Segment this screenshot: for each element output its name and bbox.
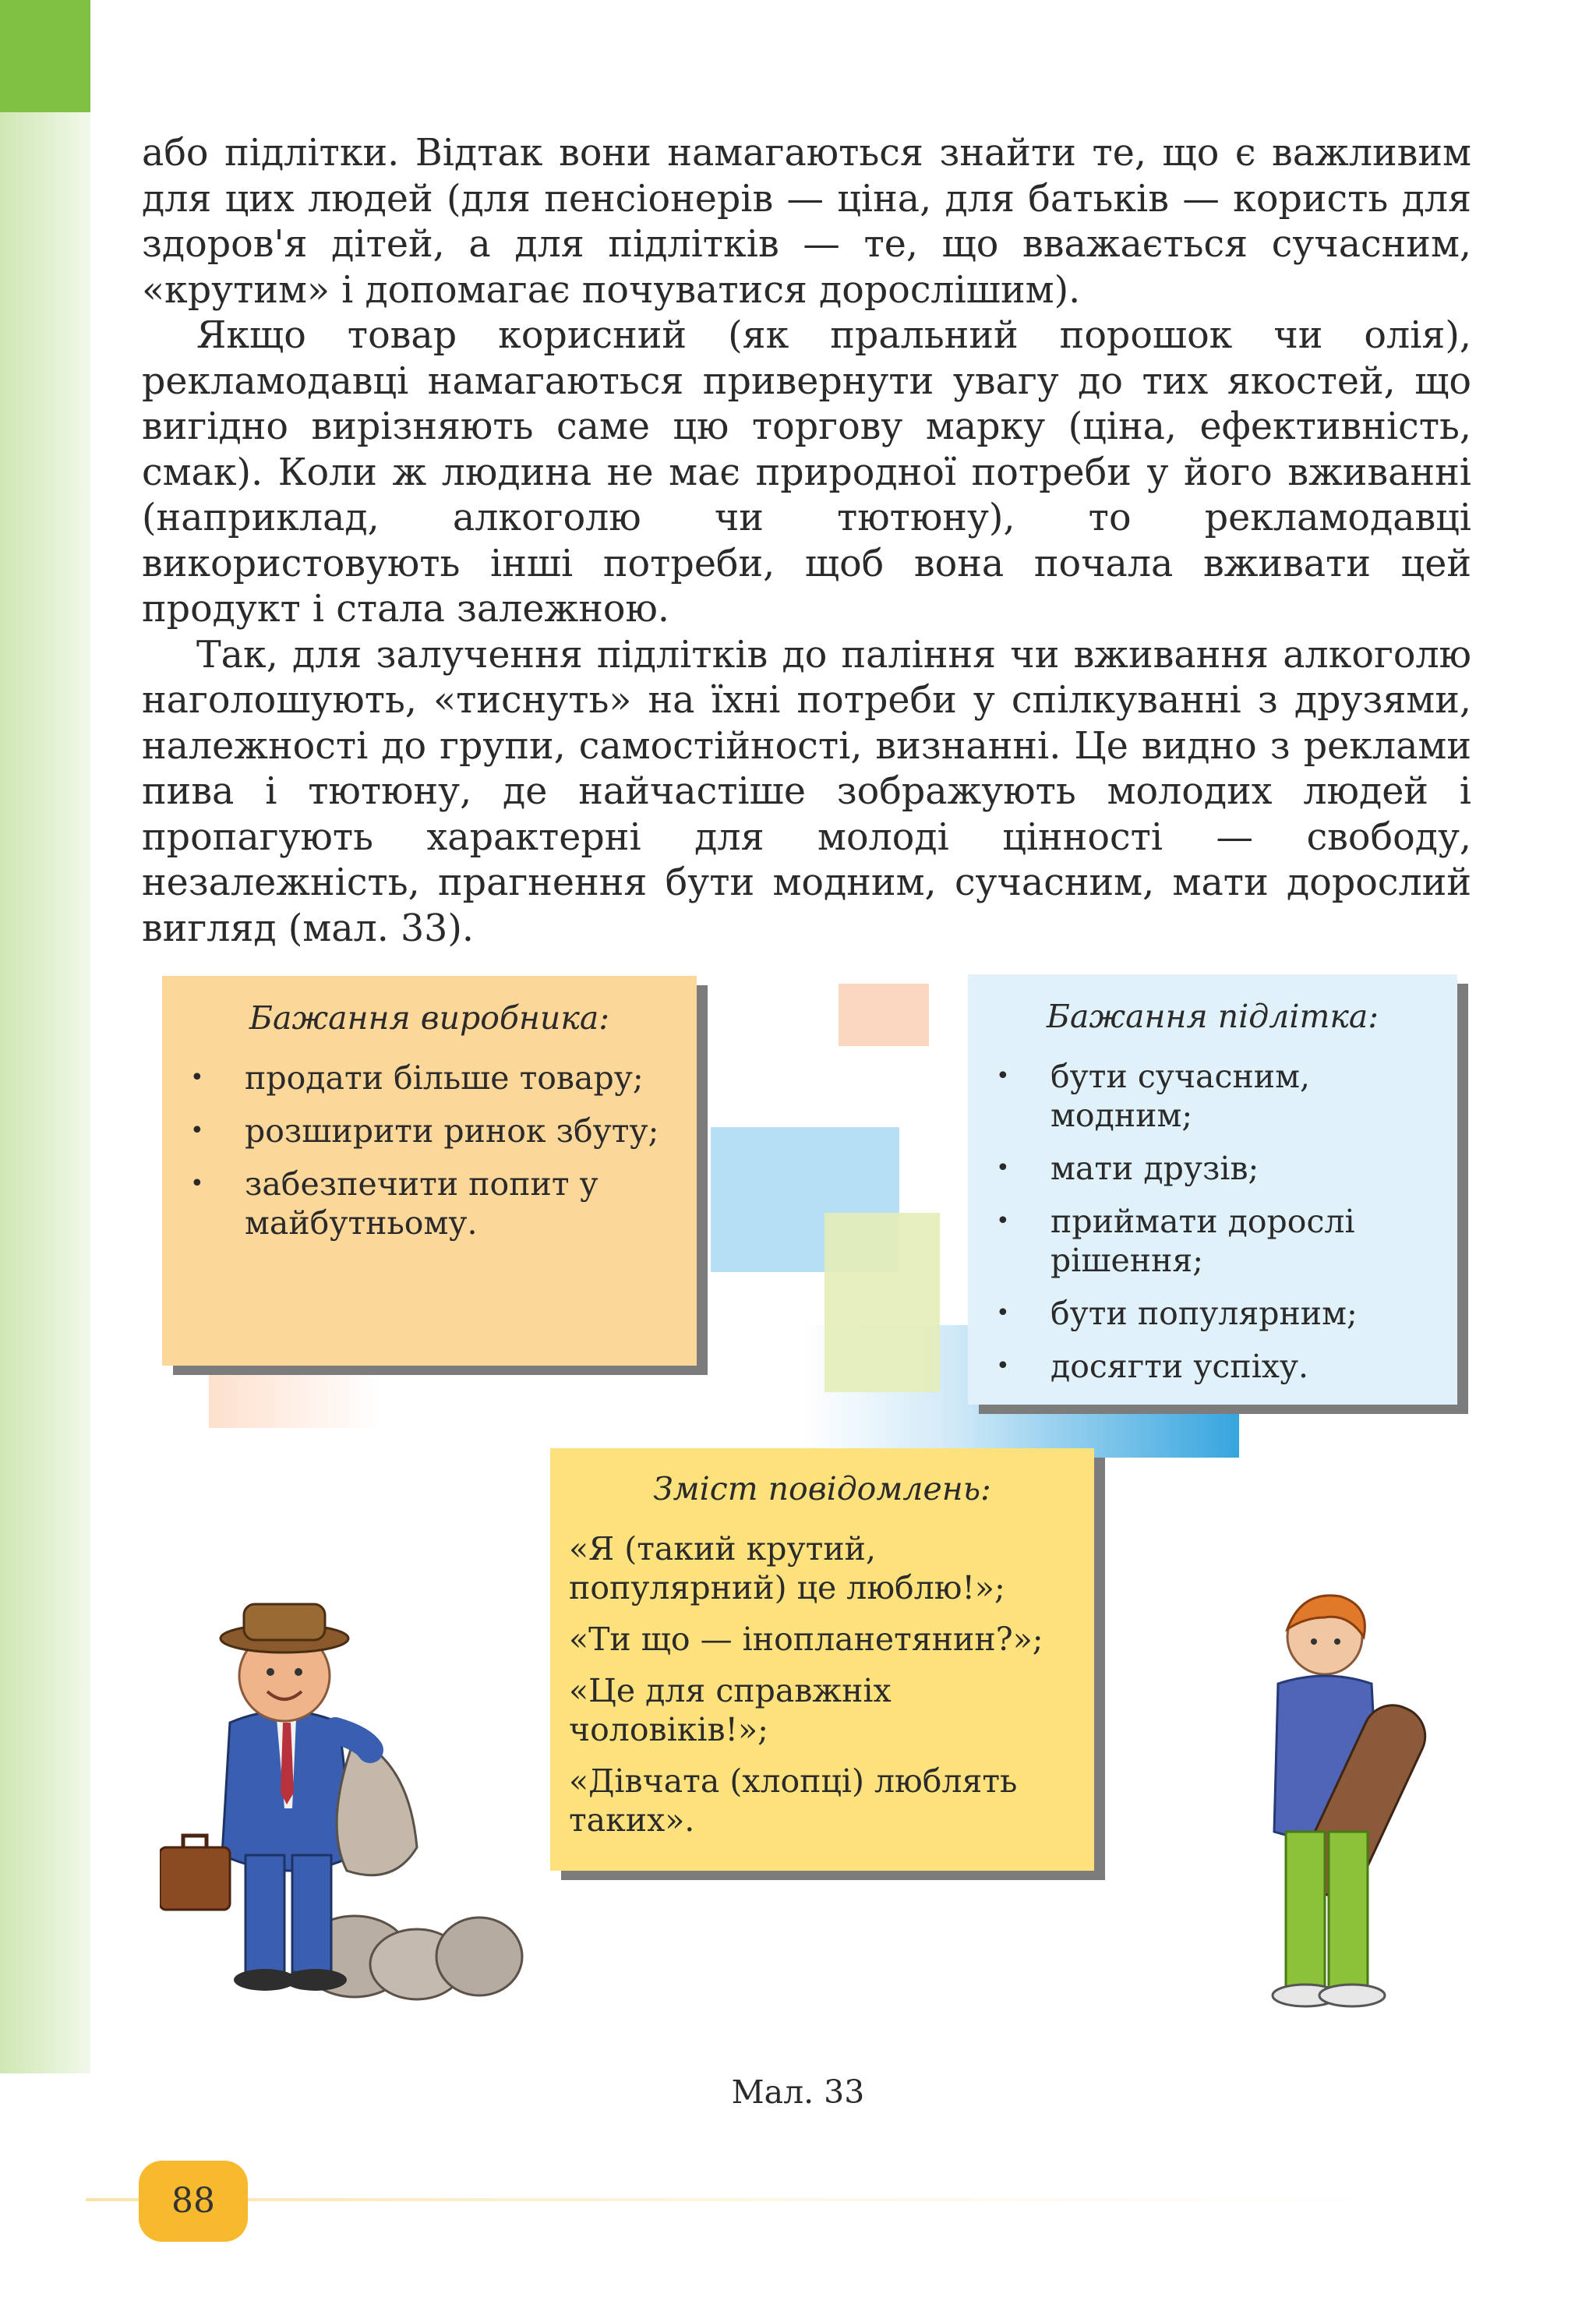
message-content-title: Зміст повідомлень: [653,1470,991,1507]
deco-peach-band [209,1366,380,1428]
paragraph-1: або підлітки. Відтак вони намагаються знайти те, що є важливим для цих людей (для пенсіонерів — ціна, для батьків — користь для здоров'я дітей, а для підлітків — те, що вважається сучасним, «крутим» і допомагає почуватися дорослішим). [142,132,1471,312]
paragraph-2: Якщо товар корисний (як пральний порошок чи олія), рекламодавці намагаються привернути увагу до тих якостей, що вигідно вирізняють саме цю торгову марку (ціна, ефективність, смак). Коли ж людина не має природної потреби у його вживанні (наприклад, алкоголю чи тютюну), то рекламодавці використовують інші потреби, щоб вона почала вживати цей продукт і стала залежною. [142,314,1471,631]
list-item: • розширити ринок збуту; [184,1112,675,1150]
teenager-with-skateboard-icon [1231,1582,1457,2019]
list-item: • мати друзів; [990,1149,1435,1188]
list-item: «Це для справжніх чоловіків!»; [569,1672,892,1748]
message-content-list [569,1529,1075,1840]
list-item: • приймати дорослі рішення; [990,1202,1435,1280]
producer-wishes-list [184,1059,675,1242]
teen-wishes-title: Бажання підлітка: [1046,998,1379,1035]
footer-divider [86,2198,1379,2201]
list-item: • досягти успіху. [990,1347,1435,1386]
message-content-card [550,1448,1094,1871]
list-item: • бути сучасним, модним; [990,1057,1435,1135]
page-number: 88 [139,2161,248,2242]
list-item: «Дівчата (хлопці) люблять таких». [569,1762,1018,1839]
list-item: • продати більше товару; [184,1059,675,1097]
deco-square-green [824,1213,940,1392]
producer-wishes-card [162,976,697,1366]
paragraph-3: Так, для залучення підлітків до паління чи вживання алкоголю наголошують, «тиснуть» на їхні потреби у спілкуванні з друзями, належності до групи, самостійності, визнанні. Це видно з реклами пива і тютюну, де найчастіше зображують молодих людей і пропагують характерні для молоді цінності — свободу, незалежність, прагнення бути модним, сучасним, мати дорослий вигляд (мал. 33). [142,633,1471,950]
chapter-color-tab [0,0,90,112]
teen-wishes-card [968,974,1457,1405]
left-decorative-strip [0,0,90,2073]
figure-caption: Мал. 33 [731,2073,865,2111]
businessman-with-money-bags-icon [160,1590,526,2003]
list-item: • бути популярним; [990,1294,1435,1333]
teen-wishes-list [990,1057,1435,1386]
list-item: «Ти що — інопланетянин?»; [569,1621,1043,1658]
body-text [142,131,1471,952]
list-item: «Я (такий крутий, популярний) це люблю!»; [569,1530,1005,1606]
producer-wishes-title: Бажання виробника: [249,999,610,1037]
deco-square-peach [839,984,929,1046]
list-item: • забезпечити попит у майбутньому. [184,1165,675,1242]
